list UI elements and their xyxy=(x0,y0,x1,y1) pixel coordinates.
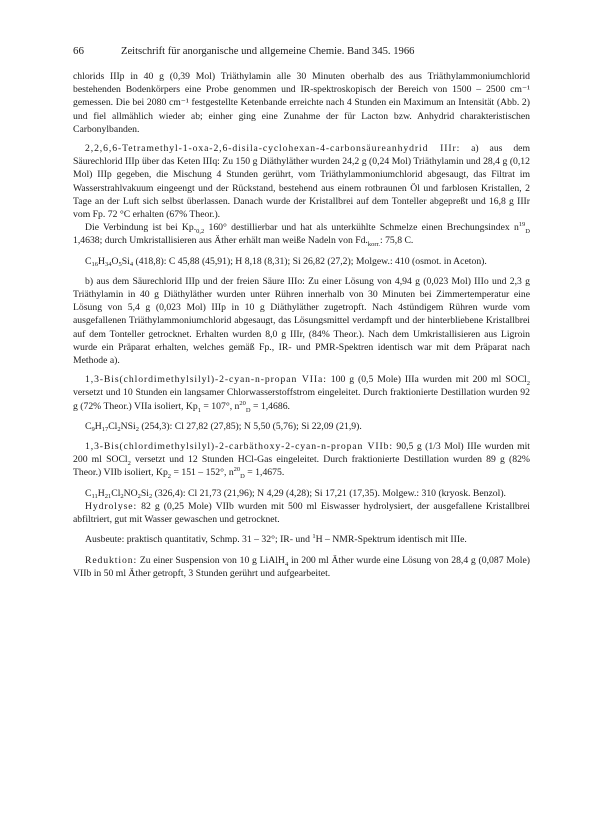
section-label-hydrolyse: Hydrolyse: xyxy=(85,500,138,512)
elemental-analysis-IIIr: $C_{16}H_{34}O_5Si_4$ (418,8): C 45,88 (45,91); H 8,18 (8,31); Si 26,82 (27,2); Molgew.: 410 (osmot. in Aceton). xyxy=(85,255,487,268)
paragraph-reduction: Reduktion: Zu einer Suspension von 10 g LiAlH$_4$ in 200 ml Äther wurde eine Lösung von 28,4 g (0,087 Mole) VIIb in 50 ml Äther getropft, 3 Stunden gerührt und aufgearbeitet. xyxy=(73,554,530,579)
elemental-analysis-VIIa: $C_9H_{17}Cl_2NSi_2$ (254,3): Cl 27,82 (27,85); N 5,50 (5,76); Si 22,09 (21,9). xyxy=(85,420,362,433)
paragraph-hydrolysis: Hydrolyse: 82 g (0,25 Mole) VIIb wurden mit 500 ml Eiswasser hydrolysiert, der ausgefallene Kristallbrei abfiltriert, gut mit Wasser gewaschen und getrocknet. xyxy=(73,500,530,526)
paragraph-anhydride-method-a: 2,2,6,6-Tetramethyl-1-oxa-2,6-disila-cyclohexan-4-carbonsäureanhydrid IIIr: a) aus dem Säurechlorid IIIp über das Keten IIIq: Zu 150 g Diäthyläther wurden 24,2 g (0,24 Mol) Triäthylamin und 28,4 g (0,12 Mol) IIIp gegeben, die Mischung 4 Stunden gerührt, vom Triäthylammoniumchlorid abgesaugt, das Filtrat im Wasserstrahlvakuum eingeengt und der Rückstand, bestehend aus einem rotbraunen Öl und farblosen Kristallen, 2 Tage an der Luft sich selbst überlassen. Danach wurde der Kristallbrei auf dem Tonteller abgepreßt und 16,8 g IIIr vom Fp. 72 °C erhalten (67% Theor.). xyxy=(73,143,530,221)
elemental-analysis-VIIb: $C_{11}H_{21}Cl_2NO_2Si_2$ (326,4): Cl 21,73 (21,96); N 4,29 (4,28); Si 17,21 (17,35). Molgew.: 310 (kryosk. Benzol). xyxy=(85,487,506,500)
paragraph-distillation: Die Verbindung ist bei $Kp._{0,2}$ 160° destillierbar und hat als unterkühlte Schmelze einen Brechungsindex $n^{19}_D$ 1,4638; durch Umkristallisieren aus Äther erhält man weiße Nadeln von $Fd._{korr.}$: 75,8 C. xyxy=(73,221,530,249)
compound-name: 1,3-Bis(chlordimethylsilyl)-2-carbäthoxy-2-cyan-n-propan VIIb: xyxy=(85,441,393,453)
compound-name: 2,2,6,6-Tetramethyl-1-oxa-2,6-disila-cyclohexan-4-carbonsäureanhydrid IIIr: xyxy=(85,143,461,155)
page-number: 66 xyxy=(73,45,84,57)
compound-name: 1,3-Bis(chlordimethylsilyl)-2-cyan-n-propan VIIa: xyxy=(85,374,327,386)
paragraph-keten-measurement: chlorids IIIp in 40 g (0,39 Mol) Triäthylamin alle 30 Minuten oberhalb des aus Triäthylammoniumchlorid bestehenden Bodenkörpers eine Probe genommen und IR-spektroskopisch der Bereich von 1500 – 2500 cm⁻¹ gemessen. Die bei 2080 cm⁻¹ festgestellte Ketenbande erreichte nach 4 Stunden ein Maximum an Intensität (Abb. 2) und fiel allmählich wieder ab; einher ging eine Zunahme der für Lacton bzw. Anhydrid charakteristischen Carbonylbanden. xyxy=(73,71,530,135)
running-header xyxy=(73,44,530,59)
section-label-reduktion: Reduktion: xyxy=(85,554,138,566)
paragraph-yield: Ausbeute: praktisch quantitativ, Schmp. 31 – 32°; IR- und $^1$H – NMR-Spektrum identisch mit IIIe. xyxy=(85,533,467,546)
paragraph-anhydride-method-b: b) aus dem Säurechlorid IIIp und der freien Säure IIIo: Zu einer Lösung von 4,94 g (0,023 Mol) IIIo und 2,3 g Triäthylamin in 40 g Diäthyläther wurden unter Rühren innerhalb von 30 Minuten bei Zimmertemperatur eine Lösung von 5,4 g (0,023 Mol) IIIp in 10 g Diäthyläther zugetropft. Nach 4stündigem Rühren wurde vom ausgefallenen Triäthylammoniumchlorid abgesaugt, das Lösungsmittel verdampft und der hinterbliebene Kristallbrei auf dem Tonteller getrocknet. Erhalten wurden 8,0 g IIIr, (84% Theor.). Nach dem Umkristallisieren aus Ligroin wurde ein Präparat erhalten, welches gemäß Fp., IR- und PMR-Spektren identisch war mit dem Präparat nach Methode a). xyxy=(73,275,530,367)
paragraph-VIIa: 1,3-Bis(chlordimethylsilyl)-2-cyan-n-propan VIIa: 100 g (0,5 Mole) IIIa wurden mit 200 ml SOCl$_2$ versetzt und 10 Stunden ein langsamer Chlorwasserstoffstrom eingeleitet. Durch fraktionierte Destillation wurden 92 g (72% Theor.) VIIa isoliert, $Kp_1 = 107^\circ$, $n^{20}_D = 1,4686$. xyxy=(73,374,530,414)
paragraph-VIIb: 1,3-Bis(chlordimethylsilyl)-2-carbäthoxy-2-cyan-n-propan VIIb: 90,5 g (1/3 Mol) IIIe wurden mit 200 ml SOCl$_2$ versetzt und 12 Stunden HCl-Gas eingeleitet. Durch fraktionierte Destillation wurden 89 g (82% Theor.) VIIb isoliert, $Kp_2 = 151 - 152^\circ$, $n^{20}_D = 1,4675$. xyxy=(73,441,531,481)
journal-title: Zeitschrift für anorganische und allgemeine Chemie. Band 345. 1966 xyxy=(121,46,415,57)
